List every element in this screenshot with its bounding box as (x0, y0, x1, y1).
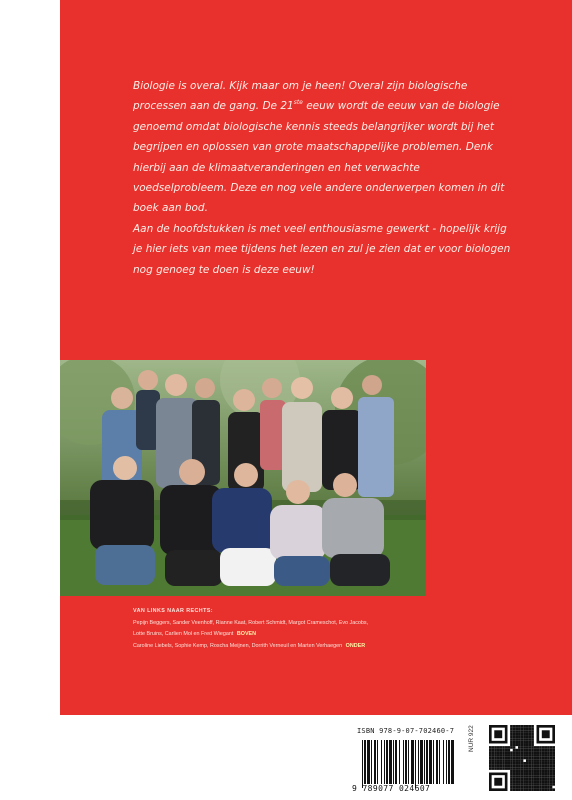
caption-line-3: Caroline Liebels, Sophie Kemp, Roscha Meijnen, Dorrith Verneuil en Marten Verhaegen ONDER (133, 642, 366, 649)
isbn-label: ISBN 978-9-07-702460-7 (357, 727, 455, 735)
back-cover-blurb (133, 76, 513, 280)
photo-caption (133, 606, 463, 652)
nur-code: NUR 922 (468, 725, 475, 752)
caption-line-2: Lotte Bruins, Carlien Mol en Fred Wiegant BOVEN (133, 631, 257, 637)
isbn-barcode (362, 740, 454, 788)
barcode-digits: 9 789077 024607 (352, 784, 431, 793)
group-photo-illustration (60, 360, 426, 596)
caption-heading: VAN LINKS NAAR RECHTS: (133, 608, 213, 614)
caption-tag-top: BOVEN (236, 631, 257, 637)
qr-code (489, 725, 555, 791)
caption-tag-bottom: ONDER (345, 642, 366, 649)
caption-line-1: Pepijn Beggers, Sander Veenhoff, Rianne Kaat, Robert Schmidt, Margot Crameschot, Evo Jacobs, (133, 619, 369, 626)
blurb-paragraph-2: Aan de hoofdstukken is met veel enthousiasme gewerkt - hopelijk krijg je hier iets van mee tijdens het lezen en zul je zien dat er voor biologen nog genoeg te doen is deze eeuw! (133, 222, 511, 276)
blurb-paragraph-1: Biologie is overal. Kijk maar om je heen! Overal zijn biologische processen aan de gang. De 21ste eeuw wordt de eeuw van de biologie genoemd omdat biologische kennis steeds belangrijker wordt bij het begrijpen en oplossen van grote maatschappelijke problemen. Denk hierbij aan de klimaatveranderingen en het verwachte voedselprobleem. Deze en nog vele andere onderwerpen komen in dit boek aan bod. (133, 80, 505, 215)
group-photo (60, 360, 426, 596)
